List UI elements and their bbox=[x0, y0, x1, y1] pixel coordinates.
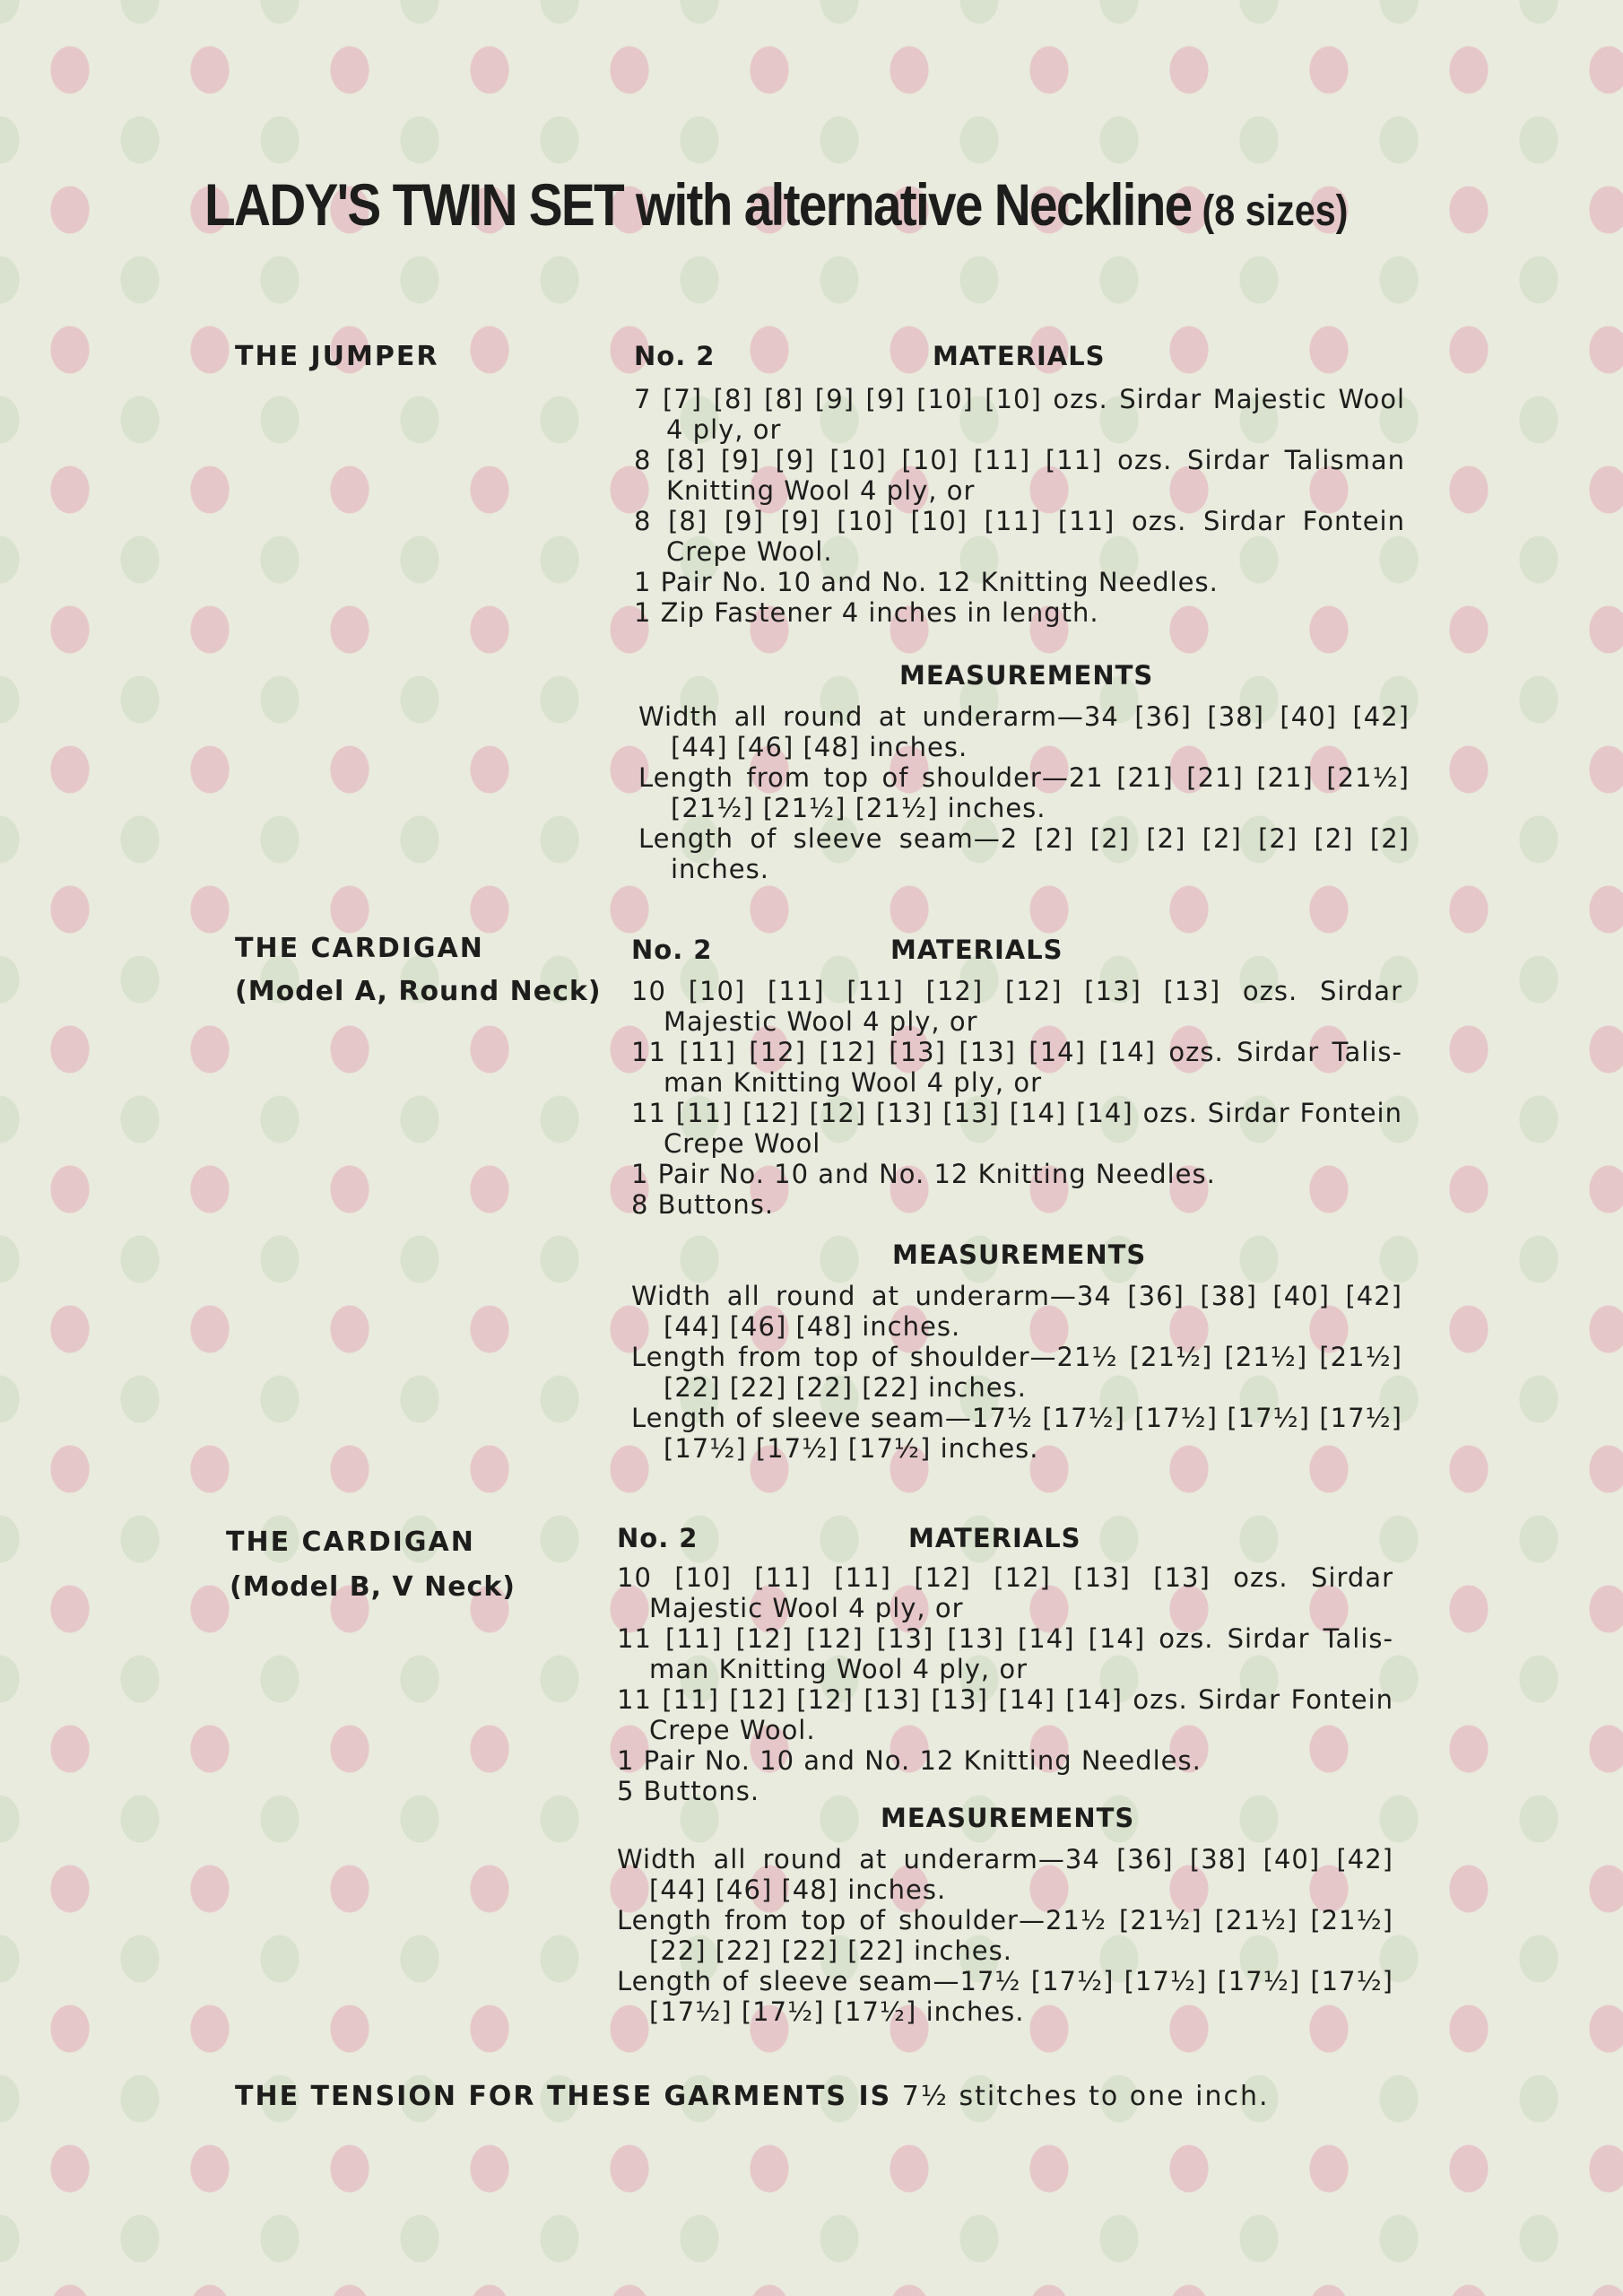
cardigan-b-materials-heading: MATERIALS bbox=[908, 1523, 1081, 1553]
materials-line: 11 [11] [12] [12] [13] [13] [14] [14] ozs. Sirdar Fontein Crepe Wool. bbox=[617, 1684, 1393, 1745]
materials-line: 1 Pair No. 10 and No. 12 Knitting Needles. bbox=[634, 567, 1219, 597]
jumper-section-label: THE JUMPER bbox=[235, 341, 439, 372]
measurements-line: Length of sleeve seam—17½ [17½] [17½] [17½] [17½] [17½] [17½] [17½] inches. bbox=[631, 1403, 1402, 1464]
measurements-line: Length from top of shoulder—21½ [21½] [21½] [21½] [22] [22] [22] [22] inches. bbox=[617, 1905, 1393, 1966]
cardigan-a-section-label: THE CARDIGAN bbox=[235, 933, 484, 964]
materials-line: 8 Buttons. bbox=[631, 1189, 775, 1220]
cardigan-b-measurements-heading: MEASUREMENTS bbox=[881, 1803, 1135, 1833]
cardigan-a-needle-size: No. 2 bbox=[631, 935, 713, 965]
title-sizes: (8 sizes) bbox=[1202, 187, 1349, 235]
tension-note bbox=[235, 2081, 1270, 2112]
materials-line: 10 [10] [11] [11] [12] [12] [13] [13] ozs. Sirdar Majestic Wool 4 ply, or bbox=[631, 976, 1402, 1037]
materials-line: 10 [10] [11] [11] [12] [12] [13] [13] ozs. Sirdar Majestic Wool 4 ply, or bbox=[617, 1562, 1393, 1623]
cardigan-b-section-label: THE CARDIGAN bbox=[226, 1526, 475, 1558]
jumper-materials-list bbox=[634, 384, 1405, 628]
materials-line: 1 Zip Fastener 4 inches in length. bbox=[634, 597, 1099, 628]
measurements-line: Width all round at underarm—34 [36] [38] [40] [42] [44] [46] [48] inches. bbox=[638, 701, 1410, 762]
materials-line: 5 Buttons. bbox=[617, 1776, 760, 1806]
measurements-line: Width all round at underarm—34 [36] [38] [40] [42] [44] [46] [48] inches. bbox=[631, 1281, 1402, 1342]
tension-value: 7½ stitches to one inch. bbox=[901, 2081, 1270, 2112]
materials-line: 1 Pair No. 10 and No. 12 Knitting Needles. bbox=[631, 1159, 1216, 1189]
cardigan-a-model-label: (Model A, Round Neck) bbox=[235, 976, 602, 1007]
measurements-line: Width all round at underarm—34 [36] [38] [40] [42] [44] [46] [48] inches. bbox=[617, 1844, 1393, 1905]
jumper-needle-size: No. 2 bbox=[634, 341, 716, 371]
page-title bbox=[204, 170, 1349, 239]
measurements-line: Length from top of shoulder—21 [21] [21] [21] [21½] [21½] [21½] [21½] inches. bbox=[638, 762, 1410, 823]
materials-line: 8 [8] [9] [9] [10] [10] [11] [11] ozs. Sirdar Fontein Crepe Wool. bbox=[634, 506, 1405, 567]
cardigan-a-materials-heading: MATERIALS bbox=[890, 935, 1063, 965]
cardigan-b-measurements-list bbox=[617, 1844, 1393, 2027]
materials-line: 7 [7] [8] [8] [9] [9] [10] [10] ozs. Sirdar Majestic Wool 4 ply, or bbox=[634, 384, 1405, 445]
cardigan-a-materials-list bbox=[631, 976, 1402, 1220]
materials-line: 1 Pair No. 10 and No. 12 Knitting Needles. bbox=[617, 1745, 1202, 1776]
materials-line: 8 [8] [9] [9] [10] [10] [11] [11] ozs. Sirdar Talisman Knitting Wool 4 ply, or bbox=[634, 445, 1405, 506]
cardigan-b-materials-list bbox=[617, 1562, 1393, 1806]
jumper-measurements-heading: MEASUREMENTS bbox=[899, 660, 1154, 691]
measurements-line: Length of sleeve seam—17½ [17½] [17½] [17½] [17½] [17½] [17½] [17½] inches. bbox=[617, 1966, 1393, 2027]
materials-line: 11 [11] [12] [12] [13] [13] [14] [14] ozs. Sirdar Fontein Crepe Wool bbox=[631, 1098, 1402, 1159]
cardigan-a-measurements-list bbox=[631, 1281, 1402, 1464]
jumper-measurements-list bbox=[638, 701, 1410, 884]
measurements-line: Length from top of shoulder—21½ [21½] [21½] [21½] [22] [22] [22] [22] inches. bbox=[631, 1342, 1402, 1403]
materials-line: 11 [11] [12] [12] [13] [13] [14] [14] ozs. Sirdar Talis-man Knitting Wool 4 ply, or bbox=[631, 1037, 1402, 1098]
cardigan-b-model-label: (Model B, V Neck) bbox=[230, 1571, 516, 1603]
measurements-line: Length of sleeve seam—2 [2] [2] [2] [2] [2] [2] [2] inches. bbox=[638, 823, 1410, 884]
title-main: LADY'S TWIN SET with alternative Neckline bbox=[204, 171, 1192, 238]
cardigan-a-measurements-heading: MEASUREMENTS bbox=[892, 1239, 1147, 1270]
tension-lead: THE TENSION FOR THESE GARMENTS IS bbox=[235, 2081, 892, 2112]
materials-line: 11 [11] [12] [12] [13] [13] [14] [14] ozs. Sirdar Talis-man Knitting Wool 4 ply, or bbox=[617, 1623, 1393, 1684]
jumper-materials-heading: MATERIALS bbox=[933, 341, 1106, 371]
cardigan-b-needle-size: No. 2 bbox=[617, 1523, 699, 1553]
